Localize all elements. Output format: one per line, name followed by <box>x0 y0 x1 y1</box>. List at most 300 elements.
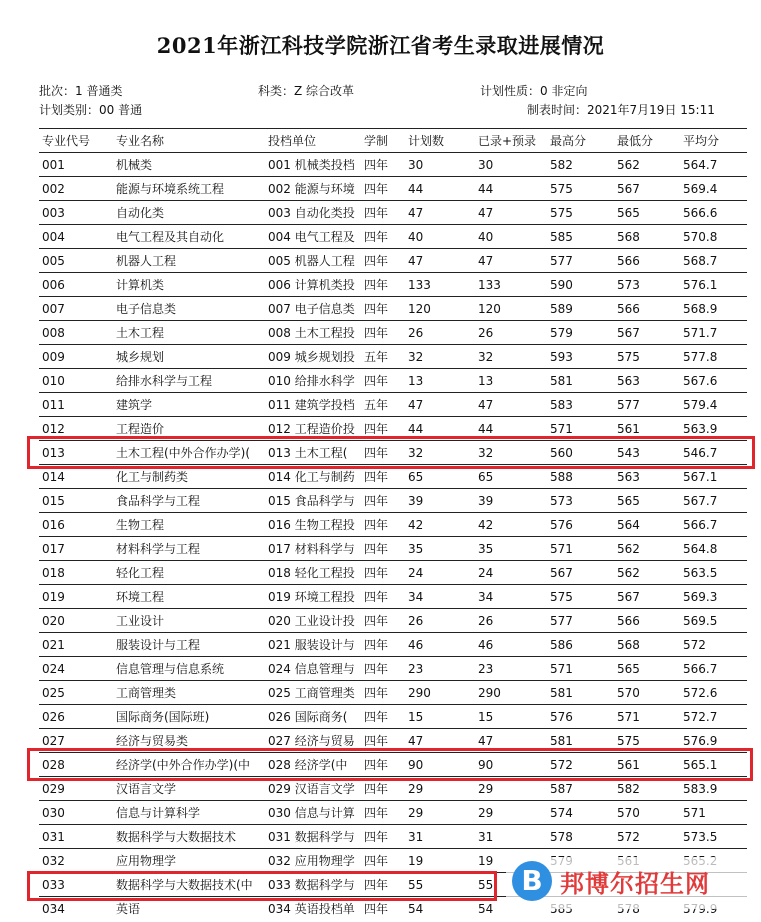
cell-major: 自动化类 <box>113 201 265 225</box>
table-row <box>39 369 747 393</box>
table-row <box>39 705 747 729</box>
cell-unit: 020 工业设计投 <box>265 609 361 633</box>
cell-major: 材料科学与工程 <box>113 537 265 561</box>
cell-admitted: 44 <box>475 417 547 441</box>
cell-max: 578 <box>547 825 614 849</box>
watermark-logo-icon: B <box>512 861 552 901</box>
cell-duration: 五年 <box>361 393 405 417</box>
cell-unit: 019 环境工程投 <box>265 585 361 609</box>
table-row <box>39 633 747 657</box>
cell-duration: 四年 <box>361 801 405 825</box>
cell-admitted: 47 <box>475 393 547 417</box>
cell-code: 017 <box>39 537 113 561</box>
cell-plan: 42 <box>405 513 475 537</box>
cell-min: 571 <box>614 705 680 729</box>
cell-code: 014 <box>39 465 113 489</box>
cell-major: 电子信息类 <box>113 297 265 321</box>
table-row <box>39 585 747 609</box>
cell-avg: 567.1 <box>680 465 747 489</box>
cell-min: 568 <box>614 633 680 657</box>
cell-duration: 四年 <box>364 902 389 916</box>
cell-plan: 120 <box>405 297 475 321</box>
cell-code: 003 <box>39 201 113 225</box>
cell-avg: 546.7 <box>680 441 747 465</box>
watermark-text: 邦博尔招生网 <box>560 870 710 898</box>
cell-major: 计算机类 <box>113 273 265 297</box>
cell-admitted: 39 <box>475 489 547 513</box>
cell-code: 031 <box>39 825 113 849</box>
col-header-avg: 平均分 <box>680 129 747 153</box>
cell-max: 587 <box>547 777 614 801</box>
cell-major: 信息管理与信息系统 <box>113 657 265 681</box>
cell-unit: 013 土木工程( <box>265 441 361 465</box>
cell-min: 567 <box>614 177 680 201</box>
cell-max: 585 <box>547 225 614 249</box>
cell-duration: 四年 <box>361 273 405 297</box>
cell-major: 数据科学与大数据技术 <box>113 825 265 849</box>
cell-admitted: 30 <box>475 153 547 177</box>
cell-avg: 569.5 <box>680 609 747 633</box>
cell-avg: 579.4 <box>680 393 747 417</box>
cell-avg: 571 <box>680 801 747 825</box>
cell-avg: 567.6 <box>680 369 747 393</box>
cell-major: 工商管理类 <box>113 681 265 705</box>
cell-plan: 133 <box>405 273 475 297</box>
cell-max: 581 <box>547 681 614 705</box>
table-header-row <box>39 129 747 153</box>
cell-duration: 四年 <box>361 417 405 441</box>
cell-code: 018 <box>39 561 113 585</box>
cell-max: 579 <box>547 321 614 345</box>
cell-max: 571 <box>547 657 614 681</box>
cell-major: 环境工程 <box>113 585 265 609</box>
cell-plan: 39 <box>405 489 475 513</box>
cell-code: 033 <box>39 873 113 897</box>
table-row <box>39 321 747 345</box>
cell-unit: 026 国际商务( <box>265 705 361 729</box>
cell-unit: 032 应用物理学 <box>265 849 361 873</box>
cell-major: 机械类 <box>113 153 265 177</box>
cell-admitted: 23 <box>475 657 547 681</box>
cell-max: 575 <box>547 585 614 609</box>
cell-admitted: 15 <box>475 705 547 729</box>
table-body <box>39 153 747 921</box>
cell-admitted: 29 <box>475 777 547 801</box>
cell-max: 567 <box>547 561 614 585</box>
table-row <box>39 177 747 201</box>
cell-code: 005 <box>39 249 113 273</box>
cell-duration: 四年 <box>361 849 405 873</box>
cell-duration: 四年 <box>361 873 405 897</box>
cell-duration: 四年 <box>361 825 405 849</box>
cell-unit: 030 信息与计算 <box>265 801 361 825</box>
cell-major: 经济学(中外合作办学)(中 <box>113 753 265 777</box>
cell-duration: 四年 <box>361 537 405 561</box>
cell-unit: 004 电气工程及 <box>265 225 361 249</box>
cell-code: 006 <box>39 273 113 297</box>
cell-duration: 五年 <box>361 345 405 369</box>
cell-duration: 四年 <box>361 753 405 777</box>
cell-unit: 002 能源与环境 <box>265 177 361 201</box>
cell-admitted: 46 <box>475 633 547 657</box>
cell-duration: 四年 <box>361 177 405 201</box>
cell-max: 577 <box>547 249 614 273</box>
cell-min: 567 <box>614 585 680 609</box>
cell-duration: 四年 <box>361 201 405 225</box>
cell-unit: 011 建筑学投档 <box>265 393 361 417</box>
cell-admitted: 13 <box>475 369 547 393</box>
table-row <box>39 465 747 489</box>
cell-plan: 54 <box>408 901 424 916</box>
col-header-admitted: 已录+预录 <box>475 129 547 153</box>
cell-unit: 024 信息管理与 <box>265 657 361 681</box>
table-row <box>39 825 747 849</box>
cell-major: 轻化工程 <box>113 561 265 585</box>
cell-admitted: 47 <box>475 201 547 225</box>
cell-unit: 034 英语投档单 <box>268 902 355 916</box>
cell-code: 013 <box>39 441 113 465</box>
table-row <box>39 441 747 465</box>
cell-avg: 566.7 <box>680 513 747 537</box>
table-row <box>39 393 747 417</box>
cell-avg: 568.7 <box>680 249 747 273</box>
cell-min: 566 <box>614 609 680 633</box>
cell-duration: 四年 <box>361 681 405 705</box>
cell-major: 机器人工程 <box>113 249 265 273</box>
cell-code: 021 <box>39 633 113 657</box>
cell-major: 土木工程(中外合作办学)( <box>113 441 265 465</box>
cell-code: 016 <box>39 513 113 537</box>
cell-code: 012 <box>39 417 113 441</box>
cell-plan: 30 <box>405 153 475 177</box>
table-row <box>39 417 747 441</box>
cell-avg: 563.5 <box>680 561 747 585</box>
cell-admitted: 54 <box>478 901 494 916</box>
plan-category-label: 计划类别：00 普通 <box>39 103 143 117</box>
cell-min: 564 <box>614 513 680 537</box>
cell-min: 563 <box>614 369 680 393</box>
cell-admitted: 47 <box>475 729 547 753</box>
cell-avg: 564.7 <box>680 153 747 177</box>
cell-min: 570 <box>614 681 680 705</box>
cell-code: 032 <box>39 849 113 873</box>
cell-duration: 四年 <box>361 153 405 177</box>
cell-avg: 569.3 <box>680 585 747 609</box>
cell-min: 543 <box>614 441 680 465</box>
table-row <box>39 801 747 825</box>
cell-avg: 566.7 <box>680 657 747 681</box>
cell-min: 567 <box>614 321 680 345</box>
cell-plan: 40 <box>405 225 475 249</box>
cell-admitted: 40 <box>475 225 547 249</box>
cell-plan: 90 <box>405 753 475 777</box>
cell-major: 信息与计算科学 <box>113 801 265 825</box>
cell-max: 574 <box>547 801 614 825</box>
cell-code: 027 <box>39 729 113 753</box>
cell-unit: 016 生物工程投 <box>265 513 361 537</box>
table-row <box>39 729 747 753</box>
cell-max: 593 <box>547 345 614 369</box>
cell-plan: 47 <box>405 249 475 273</box>
cell-min: 582 <box>614 777 680 801</box>
table-row <box>39 609 747 633</box>
cell-min: 573 <box>614 273 680 297</box>
cell-major: 国际商务(国际班) <box>113 705 265 729</box>
cell-plan: 34 <box>405 585 475 609</box>
cell-admitted: 24 <box>475 561 547 585</box>
cell-min: 566 <box>614 297 680 321</box>
cell-admitted: 19 <box>475 849 547 873</box>
cell-admitted: 34 <box>475 585 547 609</box>
cell-code: 028 <box>39 753 113 777</box>
cell-duration: 四年 <box>361 441 405 465</box>
table-row <box>39 225 747 249</box>
cell-code: 009 <box>39 345 113 369</box>
cell-plan: 46 <box>405 633 475 657</box>
cell-avg: 565.1 <box>680 753 747 777</box>
cell-admitted: 120 <box>475 297 547 321</box>
cell-avg: 570.8 <box>680 225 747 249</box>
cell-major: 能源与环境系统工程 <box>113 177 265 201</box>
cell-unit: 015 食品科学与 <box>265 489 361 513</box>
col-header-min: 最低分 <box>614 129 680 153</box>
cell-duration: 四年 <box>361 585 405 609</box>
cell-code: 034 <box>42 901 65 916</box>
cell-major: 应用物理学 <box>113 849 265 873</box>
cell-plan: 31 <box>405 825 475 849</box>
cell-avg: 583.9 <box>680 777 747 801</box>
cell-plan: 29 <box>405 801 475 825</box>
cell-unit: 017 材料科学与 <box>265 537 361 561</box>
cell-unit: 031 数据科学与 <box>265 825 361 849</box>
cell-min: 577 <box>614 393 680 417</box>
col-header-code: 专业代号 <box>39 129 113 153</box>
cell-duration: 四年 <box>361 609 405 633</box>
col-header-major: 专业名称 <box>113 129 265 153</box>
cell-max: 590 <box>547 273 614 297</box>
cell-duration: 四年 <box>361 369 405 393</box>
cell-major: 城乡规划 <box>113 345 265 369</box>
cell-major: 生物工程 <box>113 513 265 537</box>
cell-admitted: 290 <box>475 681 547 705</box>
cell-admitted: 90 <box>475 753 547 777</box>
cell-unit: 028 经济学(中 <box>265 753 361 777</box>
cell-avg: 576.1 <box>680 273 747 297</box>
cell-duration: 四年 <box>361 297 405 321</box>
cell-plan: 35 <box>405 537 475 561</box>
cell-plan: 13 <box>405 369 475 393</box>
cell-avg: 564.8 <box>680 537 747 561</box>
cell-unit: 025 工商管理类 <box>265 681 361 705</box>
cell-duration: 四年 <box>361 249 405 273</box>
cell-duration: 四年 <box>361 465 405 489</box>
made-time-label: 制表时间：2021年7月19日 15:11 <box>527 103 715 117</box>
cell-plan: 47 <box>405 729 475 753</box>
cell-duration: 四年 <box>361 777 405 801</box>
cell-unit: 006 计算机类投 <box>265 273 361 297</box>
cell-admitted: 29 <box>475 801 547 825</box>
cell-min: 565 <box>614 489 680 513</box>
cell-unit: 001 机械类投档 <box>265 153 361 177</box>
cell-plan: 15 <box>405 705 475 729</box>
cell-min: 561 <box>614 417 680 441</box>
cell-plan: 55 <box>405 873 475 897</box>
cell-plan: 47 <box>405 201 475 225</box>
cell-admitted: 65 <box>475 465 547 489</box>
cell-unit: 010 给排水科学 <box>265 369 361 393</box>
cell-major: 经济与贸易类 <box>113 729 265 753</box>
cell-plan: 32 <box>405 441 475 465</box>
cell-admitted: 55 <box>475 873 547 897</box>
cell-unit: 012 工程造价投 <box>265 417 361 441</box>
table-row <box>39 681 747 705</box>
cell-major: 服装设计与工程 <box>113 633 265 657</box>
cell-duration: 四年 <box>361 489 405 513</box>
cell-min: 565 <box>614 657 680 681</box>
cell-plan: 19 <box>405 849 475 873</box>
cell-duration: 四年 <box>361 225 405 249</box>
cell-unit: 007 电子信息类 <box>265 297 361 321</box>
cell-unit: 005 机器人工程 <box>265 249 361 273</box>
cell-unit: 014 化工与制药 <box>265 465 361 489</box>
cell-max: 581 <box>547 369 614 393</box>
cell-duration: 四年 <box>361 729 405 753</box>
cell-min: 568 <box>614 225 680 249</box>
table-row <box>39 297 747 321</box>
cell-code: 030 <box>39 801 113 825</box>
cell-code: 004 <box>39 225 113 249</box>
admission-table <box>39 128 747 920</box>
watermark <box>506 857 756 909</box>
table-row <box>39 345 747 369</box>
batch-label: 批次：1 普通类 <box>39 84 123 98</box>
cell-admitted: 31 <box>475 825 547 849</box>
cell-avg: 563.9 <box>680 417 747 441</box>
page-title: 2021年浙江科技学院浙江省考生录取进展情况 <box>156 33 605 58</box>
cell-avg: 573.5 <box>680 825 747 849</box>
cell-plan: 47 <box>405 393 475 417</box>
cell-admitted: 133 <box>475 273 547 297</box>
cell-code: 029 <box>39 777 113 801</box>
cell-max: 572 <box>547 753 614 777</box>
table-row <box>39 537 747 561</box>
cell-plan: 26 <box>405 609 475 633</box>
cell-duration: 四年 <box>361 633 405 657</box>
cell-admitted: 42 <box>475 513 547 537</box>
cell-min: 565 <box>614 201 680 225</box>
cell-unit: 027 经济与贸易 <box>265 729 361 753</box>
cell-plan: 24 <box>405 561 475 585</box>
cell-code: 019 <box>39 585 113 609</box>
cell-max: 583 <box>547 393 614 417</box>
cell-plan: 65 <box>405 465 475 489</box>
cell-code: 025 <box>39 681 113 705</box>
cell-avg: 567.7 <box>680 489 747 513</box>
cell-avg: 568.9 <box>680 297 747 321</box>
cell-code: 010 <box>39 369 113 393</box>
cell-plan: 290 <box>405 681 475 705</box>
cell-major: 食品科学与工程 <box>113 489 265 513</box>
cell-plan: 29 <box>405 777 475 801</box>
plan-nature-label: 计划性质：0 非定向 <box>480 84 588 98</box>
cell-avg: 572 <box>680 633 747 657</box>
cell-avg: 577.8 <box>680 345 747 369</box>
cell-max: 571 <box>547 417 614 441</box>
cell-max: 588 <box>547 465 614 489</box>
cell-max: 586 <box>547 633 614 657</box>
cell-admitted: 47 <box>475 249 547 273</box>
table-row <box>39 561 747 585</box>
cell-duration: 四年 <box>361 561 405 585</box>
cell-avg: 572.7 <box>680 705 747 729</box>
cell-plan: 23 <box>405 657 475 681</box>
cell-unit: 009 城乡规划投 <box>265 345 361 369</box>
cell-major: 化工与制药类 <box>113 465 265 489</box>
table-row <box>39 153 747 177</box>
cell-min: 562 <box>614 561 680 585</box>
cell-max: 582 <box>547 153 614 177</box>
cell-code: 024 <box>39 657 113 681</box>
table-row <box>39 273 747 297</box>
col-header-unit: 投档单位 <box>265 129 361 153</box>
cell-duration: 四年 <box>361 705 405 729</box>
cell-admitted: 35 <box>475 537 547 561</box>
cell-admitted: 26 <box>475 609 547 633</box>
cell-plan: 44 <box>405 177 475 201</box>
cell-max: 573 <box>547 489 614 513</box>
cell-avg: 566.6 <box>680 201 747 225</box>
cell-code: 007 <box>39 297 113 321</box>
cell-min: 570 <box>614 801 680 825</box>
cell-code: 020 <box>39 609 113 633</box>
cell-min: 561 <box>614 753 680 777</box>
cell-avg: 569.4 <box>680 177 747 201</box>
cell-avg: 576.9 <box>680 729 747 753</box>
cell-plan: 32 <box>405 345 475 369</box>
col-header-plan: 计划数 <box>405 129 475 153</box>
table-row <box>39 489 747 513</box>
table-row <box>39 513 747 537</box>
cell-avg: 571.7 <box>680 321 747 345</box>
cell-unit: 029 汉语言文学 <box>265 777 361 801</box>
cell-major: 电气工程及其自动化 <box>113 225 265 249</box>
cell-min: 575 <box>614 345 680 369</box>
table-row <box>39 249 747 273</box>
cell-code: 011 <box>39 393 113 417</box>
col-header-max: 最高分 <box>547 129 614 153</box>
cell-code: 001 <box>39 153 113 177</box>
cell-avg: 572.6 <box>680 681 747 705</box>
table-row <box>39 753 747 777</box>
cell-min: 562 <box>614 153 680 177</box>
cell-major: 土木工程 <box>113 321 265 345</box>
cell-unit: 008 土木工程投 <box>265 321 361 345</box>
cell-min: 562 <box>614 537 680 561</box>
cell-min: 572 <box>614 825 680 849</box>
table-row <box>39 201 747 225</box>
cell-code: 026 <box>39 705 113 729</box>
cell-major: 工程造价 <box>113 417 265 441</box>
cell-major: 数据科学与大数据技术(中 <box>113 873 265 897</box>
cell-major: 建筑学 <box>113 393 265 417</box>
cell-code: 008 <box>39 321 113 345</box>
cell-min: 575 <box>614 729 680 753</box>
cell-duration: 四年 <box>361 513 405 537</box>
table-row <box>39 777 747 801</box>
cell-duration: 四年 <box>361 657 405 681</box>
cell-max: 577 <box>547 609 614 633</box>
cell-unit: 018 轻化工程投 <box>265 561 361 585</box>
